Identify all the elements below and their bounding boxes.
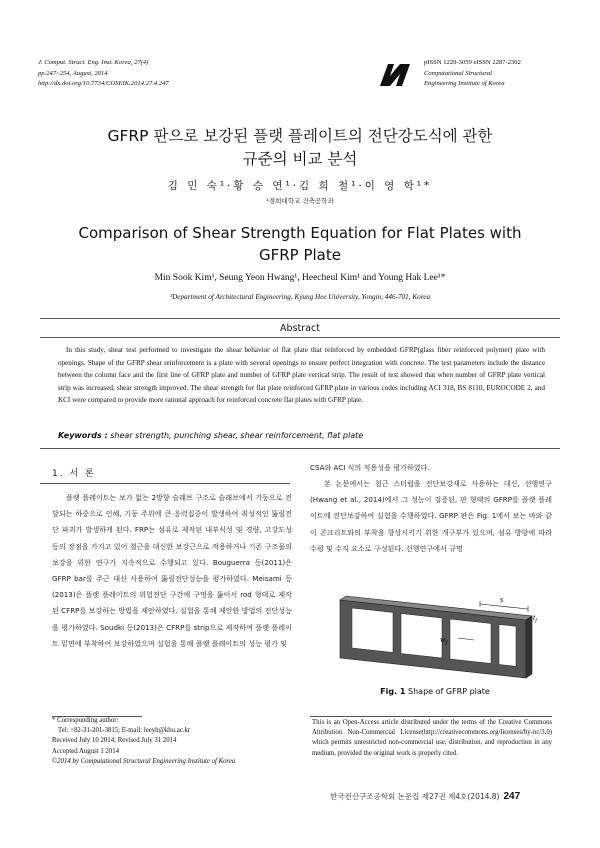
title-english-line1: Comparison of Shear Strength Equation for Flat Plates with [78,224,522,242]
right-column-body-1: CSA와 ACI 식의 적용성을 평가하였다. [310,463,430,472]
accepted-date: Accepted August 1 2014 [52,747,120,755]
dimension-label-tf: $t_f$ [533,613,537,624]
authors-english: Min Sook Kim¹, Seung Yeon Hwang¹, Heecheul Kim¹ and Young Hak Lee¹* [154,273,446,283]
footnotes [52,716,297,767]
section-heading-rule [40,483,290,484]
journal-issn-block [424,58,521,90]
journal-citation-line2: pp.247~254, August, 2014 [38,69,108,77]
abstract-heading-rule [40,337,560,338]
keywords-label: Keywords : [58,431,108,440]
footer-journal: 한국전산구조공학회 논문집 제27권 제4호(2014.8) [330,792,500,801]
keywords [58,431,363,440]
left-column-body: 플랫 플레이트는 보가 없는 2방향 슬래브 구조로 슬래브에서 기둥으로 전달되는 하중으로 인해, 기둥 주위에 큰 응력집중이 발생하여 취성적인 뚫림전단 파괴가 발생하게 된다. FRP는 섬유로 제작된 내부식성 및 경량, 고강도성 등의 장점을 가지고 있어 철근을 대신한 보강근으로 적용하거나 기존 구조물의 보강을 위한 연구가 지속적으로 수행되고 있다. Bouguerra 등(2011)은 GFRP bar를 주근 대신 사용하여 뚫림전단성능을 평가하였다. Meisami 등(2013)은 플랫 플레이트의 위험전단 구간에 구멍을 뚫어서 rod 형태로 제작된 CFRP를 보강하는 방법을 제안하였다. 실험을 통해 제안한 방법의 전단성능을 평가하였다. Soudki 등(2013)은 CFRP를 strip으로 제작하여 플랫 플레이트 밑면에 부착하여 보강하였으며 실험을 통해 플랫 플레이트의 성능 평가 및 [52,493,292,648]
copyright-notice: ©2014 by Computational Structural Engineering Institute of Korea [52,757,236,765]
figure-gfrp-plate [330,580,542,685]
issn-text: pISSN 1229-3059 eISSN 2287-2302 [424,59,521,66]
right-column-body-2: 본 논문에서는 철근 스터럽을 전단보강재로 사용하는 대신, 선행연구(Hwang et al., 2014)에서 그 성능이 검증된, 판 형태의 GFRP를 플랫 플레이트에 전단보강하여 실험을 수행하였다. GFRP 판은 Fig. 1에서 보는 바와 같이 콘크리트와의 부착을 향상시키기 위한 개구부가 있으며, 섬유 방향에 따라 수평 및 수직 요소로 구성된다. 선행연구에서 규명 [310,479,552,553]
corresponding-author-label: * Corresponding author: [52,717,119,724]
affiliation-korean: ¹경희대학교 건축공학과 [266,197,334,205]
page-footer [330,791,520,802]
figure-caption [330,687,540,696]
authors-korean: 김 민 숙¹·황 승 연¹·김 희 철¹·이 영 학¹* [167,180,433,192]
abstract-top-rule [40,318,560,319]
publisher-name-line2: Engineering Institute of Korea [424,80,505,87]
figure-caption-number: Fig. 1 [380,687,406,696]
gfrp-plate-drawing [340,596,532,678]
title-english [40,222,560,266]
keywords-list: shear strength, punching shear, shear reinforcement, flat plate [107,431,364,440]
abstract-text: In this study, shear test performed to investigate the shear behavior of flat plate that reinforced by embedded GFRP(glass fiber reinforced polymer) plate with openings. Shape of the GFRP shear reinforcement is a plate with several openings to ensure perfect integration with concrete. The test parameters include the distance between the column face and the first line of GFRP plate and number of GFRP plate vertical strip. The result of test showed that when number of GFRP plate vertical strip was increased, shear strength improved. The shear strength for flat plate reinforced GFRP plate in various codes including ACI 318, BS 8110, EUROCODE 2, and KCI were compared to provide more rational approach for reinforced concrete flat plates with GFRP plate. [58,346,545,405]
license-rule [310,716,552,717]
open-access-license: This is an Open-Access article distributed under the terms of the Creative Commons Attribution Non-Commercial License(http://creativecommons.org/licenses/by-nc/3.0) which permits unrestricted non-commercial use, distribution, and reproduction in any medium, provided the original work is properly cited. [312,719,552,757]
doi-link[interactable]: http://dx.doi.org/10.7734/COSEIK.2014.27.4.247 [38,80,169,87]
publisher-logo [378,62,412,88]
journal-citation [38,58,169,90]
title-english-line2: GFRP Plate [258,246,341,264]
title-korean-line1: GFRP 판으로 보강된 플랫 플레이트의 전단강도식에 관한 [107,127,493,145]
publisher-name-line1: Computational Structural [424,69,492,77]
abstract-heading: Abstract [280,323,320,334]
page-number: 247 [503,791,521,802]
received-date: Received July 10 2014; Revised July 31 2014 [52,737,177,745]
figure-caption-text: Shape of GFRP plate [405,687,490,696]
title-korean [40,125,560,171]
dimension-label-wf: $w_f$ [440,635,447,646]
affiliation-english: ¹Department of Architectural Engineering, Kyung Hee University, Yongin, 446-701, Korea [169,293,431,301]
title-korean-line2: 규준의 비교 분석 [242,150,358,168]
corresponding-author-contact: Tel: +82-31-201-3815; E-mail: leeyh@khu.ac.kr [58,727,191,735]
journal-citation-line1: J. Comput. Struct. Eng. Inst. Korea, 27(4) [38,59,149,66]
dimension-label-s: s [500,595,504,604]
section-heading-introduction: 1. 서 론 [52,469,96,479]
abstract-bottom-rule [40,448,560,449]
